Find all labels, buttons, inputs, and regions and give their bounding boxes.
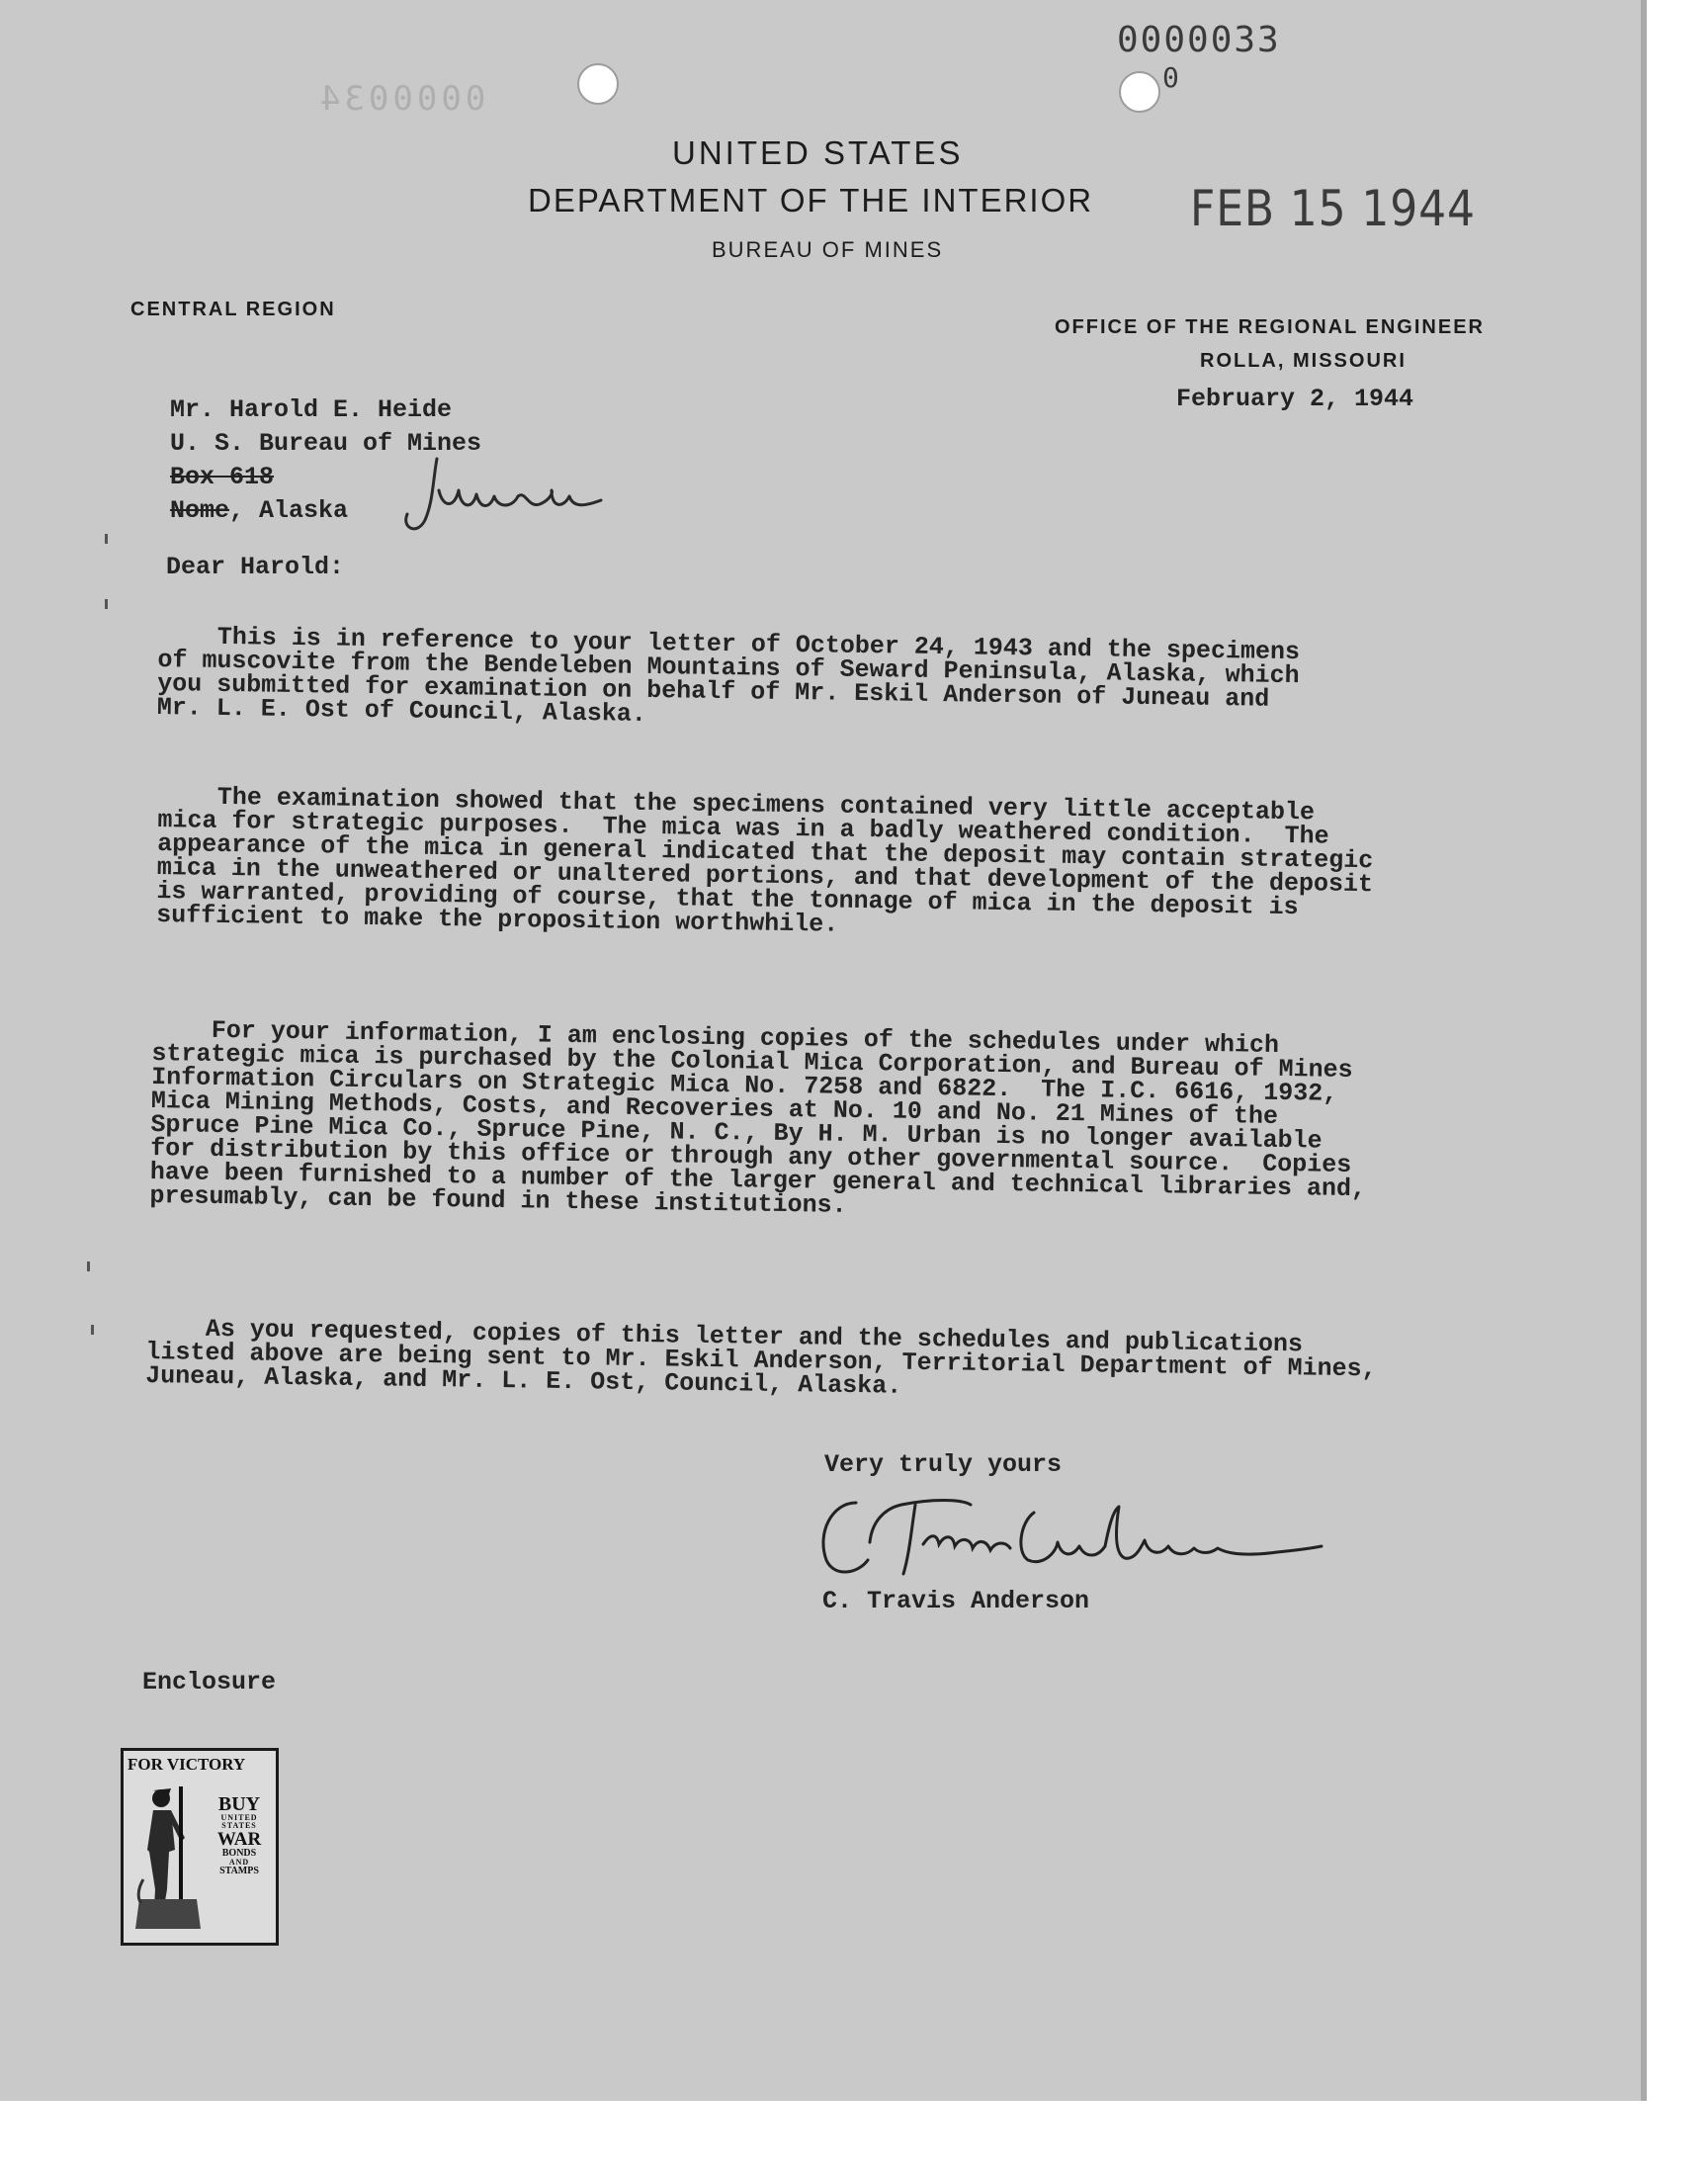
- margin-mark: [105, 599, 108, 609]
- file-number-sub: 0: [1162, 61, 1179, 94]
- poster-war: WAR: [216, 1829, 262, 1850]
- recipient-state: , Alaska: [229, 496, 349, 525]
- body-paragraph-1: This is in reference to your letter of October 24, 1943 and the specimens of muscovite from the Bendeleben Mountains of Seward Peninsula, Alaska, which you submitted for examination on behalf of Mr. Eskil Anderson of Juneau and Mr. L. E. Ost of Council, Alaska.: [156, 622, 1301, 729]
- poster-buy: BUY: [217, 1793, 261, 1815]
- salutation: Dear Harold:: [166, 553, 345, 581]
- office-location: ROLLA, MISSOURI: [1200, 350, 1407, 372]
- body-paragraph-4: As you requested, copies of this letter and the schedules and publications listed above are being sent to Mr. Eskil Anderson, Territorial Department of Mines, Juneau, Alaska, and Mr. L. E. Ost, Council, Alaska.: [144, 1314, 1377, 1401]
- office-label: OFFICE OF THE REGIONAL ENGINEER: [1055, 316, 1485, 338]
- body-paragraph-3: For your information, I am enclosing copies of the schedules under which strategic mica is purchased by the Colonial Mica Corporation, and Bureau of Mines Information Circulars on Strategic Mica No. 7258 and 6822. The I.C. 6616, 1932, Mica Mining Methods, Costs, and Recoveries at No. 10 and No. 21 Mines of the Spruce Pine Mica Co., Spruce Pine, N. C., By H. M. Urban is no longer available for distribution by this office or through any other governmental source. Copies have been furnished to a number of the larger general and technical libraries and, presumably, can be found in these institutions.: [149, 1015, 1367, 1220]
- handwritten-signature: [812, 1483, 1326, 1592]
- handwritten-juneau-correction: [403, 451, 621, 546]
- poster-bonds: BONDS: [221, 1848, 257, 1859]
- poster-states: STATES: [221, 1821, 257, 1830]
- poster-and: AND: [228, 1858, 250, 1867]
- faint-file-number: 0000034: [316, 79, 486, 119]
- margin-mark: [105, 534, 108, 544]
- file-number-stamp: 0000033: [1117, 20, 1281, 60]
- scan-margin: [0, 2101, 1708, 2175]
- war-bonds-poster: [121, 1748, 279, 1946]
- letterhead-line-2: DEPARTMENT OF THE INTERIOR: [528, 182, 1094, 218]
- received-date-stamp: FEB 15 1944: [1190, 180, 1476, 237]
- recipient-org: U. S. Bureau of Mines: [170, 429, 482, 458]
- recipient-box-struck: Box 618: [170, 463, 275, 491]
- region-label: CENTRAL REGION: [130, 299, 336, 320]
- margin-mark: [87, 1262, 90, 1271]
- minuteman-figure-icon: [131, 1781, 207, 1935]
- signer-name: C. Travis Anderson: [822, 1587, 1090, 1615]
- sheet-edge-shadow: [1641, 0, 1647, 2101]
- margin-mark: [91, 1325, 94, 1335]
- letterhead-line-3: BUREAU OF MINES: [712, 237, 944, 262]
- punch-hole: [577, 63, 619, 105]
- body-paragraph-2: The examination showed that the specimens contained very little acceptable mica for strategic purposes. The mica was in a badly weathered condition. The appearance of the mica in general indicated that the deposit may contain strategic mica in the unweathered or unaltered portions, and that development of the deposit is warranted, providing of course, that the tonnage of mica in the deposit is sufficient to make the proposition worthwhile.: [155, 782, 1374, 939]
- letterhead-line-1: UNITED STATES: [672, 134, 964, 171]
- enclosure-note: Enclosure: [142, 1668, 277, 1696]
- poster-text: [209, 1794, 270, 1876]
- punch-hole: [1119, 71, 1160, 113]
- poster-headline: FOR VICTORY: [128, 1755, 246, 1774]
- closing: Very truly yours: [824, 1450, 1063, 1479]
- recipient-name: Mr. Harold E. Heide: [170, 395, 453, 424]
- poster-united: UNITED: [220, 1813, 258, 1822]
- recipient-city-struck: Nome: [170, 496, 230, 525]
- letter-date: February 2, 1944: [1176, 385, 1414, 413]
- poster-stamps: STAMPS: [219, 1866, 259, 1876]
